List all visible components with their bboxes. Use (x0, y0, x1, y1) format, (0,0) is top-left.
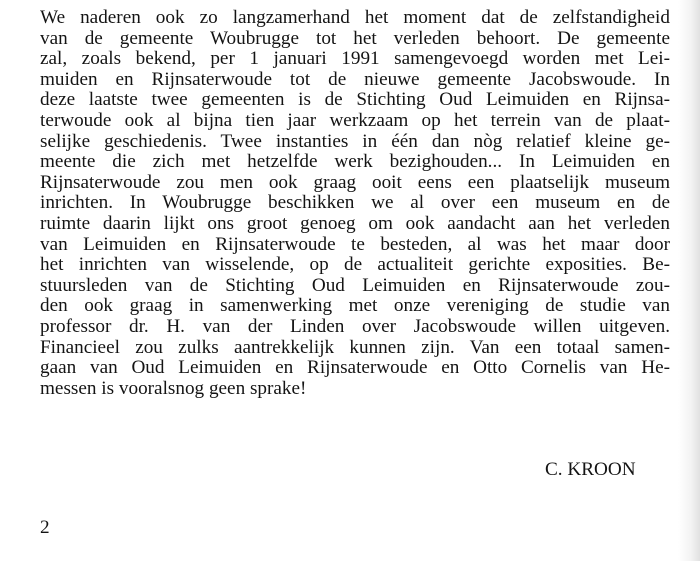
paragraph-line: stuursleden van de Stichting Oud Leimuiden en Rijnsaterwoude zou- (40, 274, 670, 296)
paragraph-line: van Leimuiden en Rijnsaterwoude te besteden, al was het maar door (40, 233, 670, 255)
paragraph-line: gaan van Oud Leimuiden en Rijnsaterwoude en Otto Cornelis van He- (40, 357, 670, 379)
paragraph-line: muiden en Rijnsaterwoude tot de nieuwe gemeente Jacobswoude. In (40, 68, 670, 90)
paragraph-line: den ook graag in samenwerking met onze vereniging de studie van (40, 295, 670, 317)
paragraph-line: professor dr. H. van der Linden over Jacobswoude willen uitgeven. (40, 315, 670, 337)
paragraph-line: ruimte daarin lijkt ons groot genoeg om ook aandacht aan het verleden (40, 212, 670, 234)
paragraph-line: Financieel zou zulks aantrekkelijk kunnen zijn. Van een totaal samen- (40, 336, 670, 358)
body-paragraph (40, 8, 670, 399)
paragraph-line: Rijnsaterwoude zou men ook graag ooit eens een plaatselijk museum (40, 171, 670, 193)
paragraph-line: terwoude ook al bijna tien jaar werkzaam op het terrein van de plaat- (40, 109, 670, 131)
paragraph-line: meente die zich met hetzelfde werk bezighouden... In Leimuiden en (40, 151, 670, 173)
paragraph-line: van de gemeente Woubrugge tot het verleden behoort. De gemeente (40, 27, 670, 49)
paragraph-line: messen is vooralsnog geen sprake! (40, 377, 307, 399)
paragraph-line: inrichten. In Woubrugge beschikken we al over een museum en de (40, 192, 670, 214)
page-edge-shadow (678, 0, 700, 561)
paragraph-line: deze laatste twee gemeenten is de Stichting Oud Leimuiden en Rijnsa- (40, 89, 670, 111)
paragraph-line: selijke geschiedenis. Twee instanties in één dan nòg relatief kleine ge- (40, 130, 670, 152)
paragraph-line: zal, zoals bekend, per 1 januari 1991 samengevoegd worden met Lei- (40, 48, 670, 70)
paragraph-line: We naderen ook zo langzamerhand het moment dat de zelfstandigheid (40, 7, 670, 28)
paragraph-line: het inrichten van wisselende, op de actualiteit gerichte exposities. Be- (40, 254, 670, 276)
page-number: 2 (40, 517, 50, 538)
author-signature: C. KROON (545, 459, 636, 480)
